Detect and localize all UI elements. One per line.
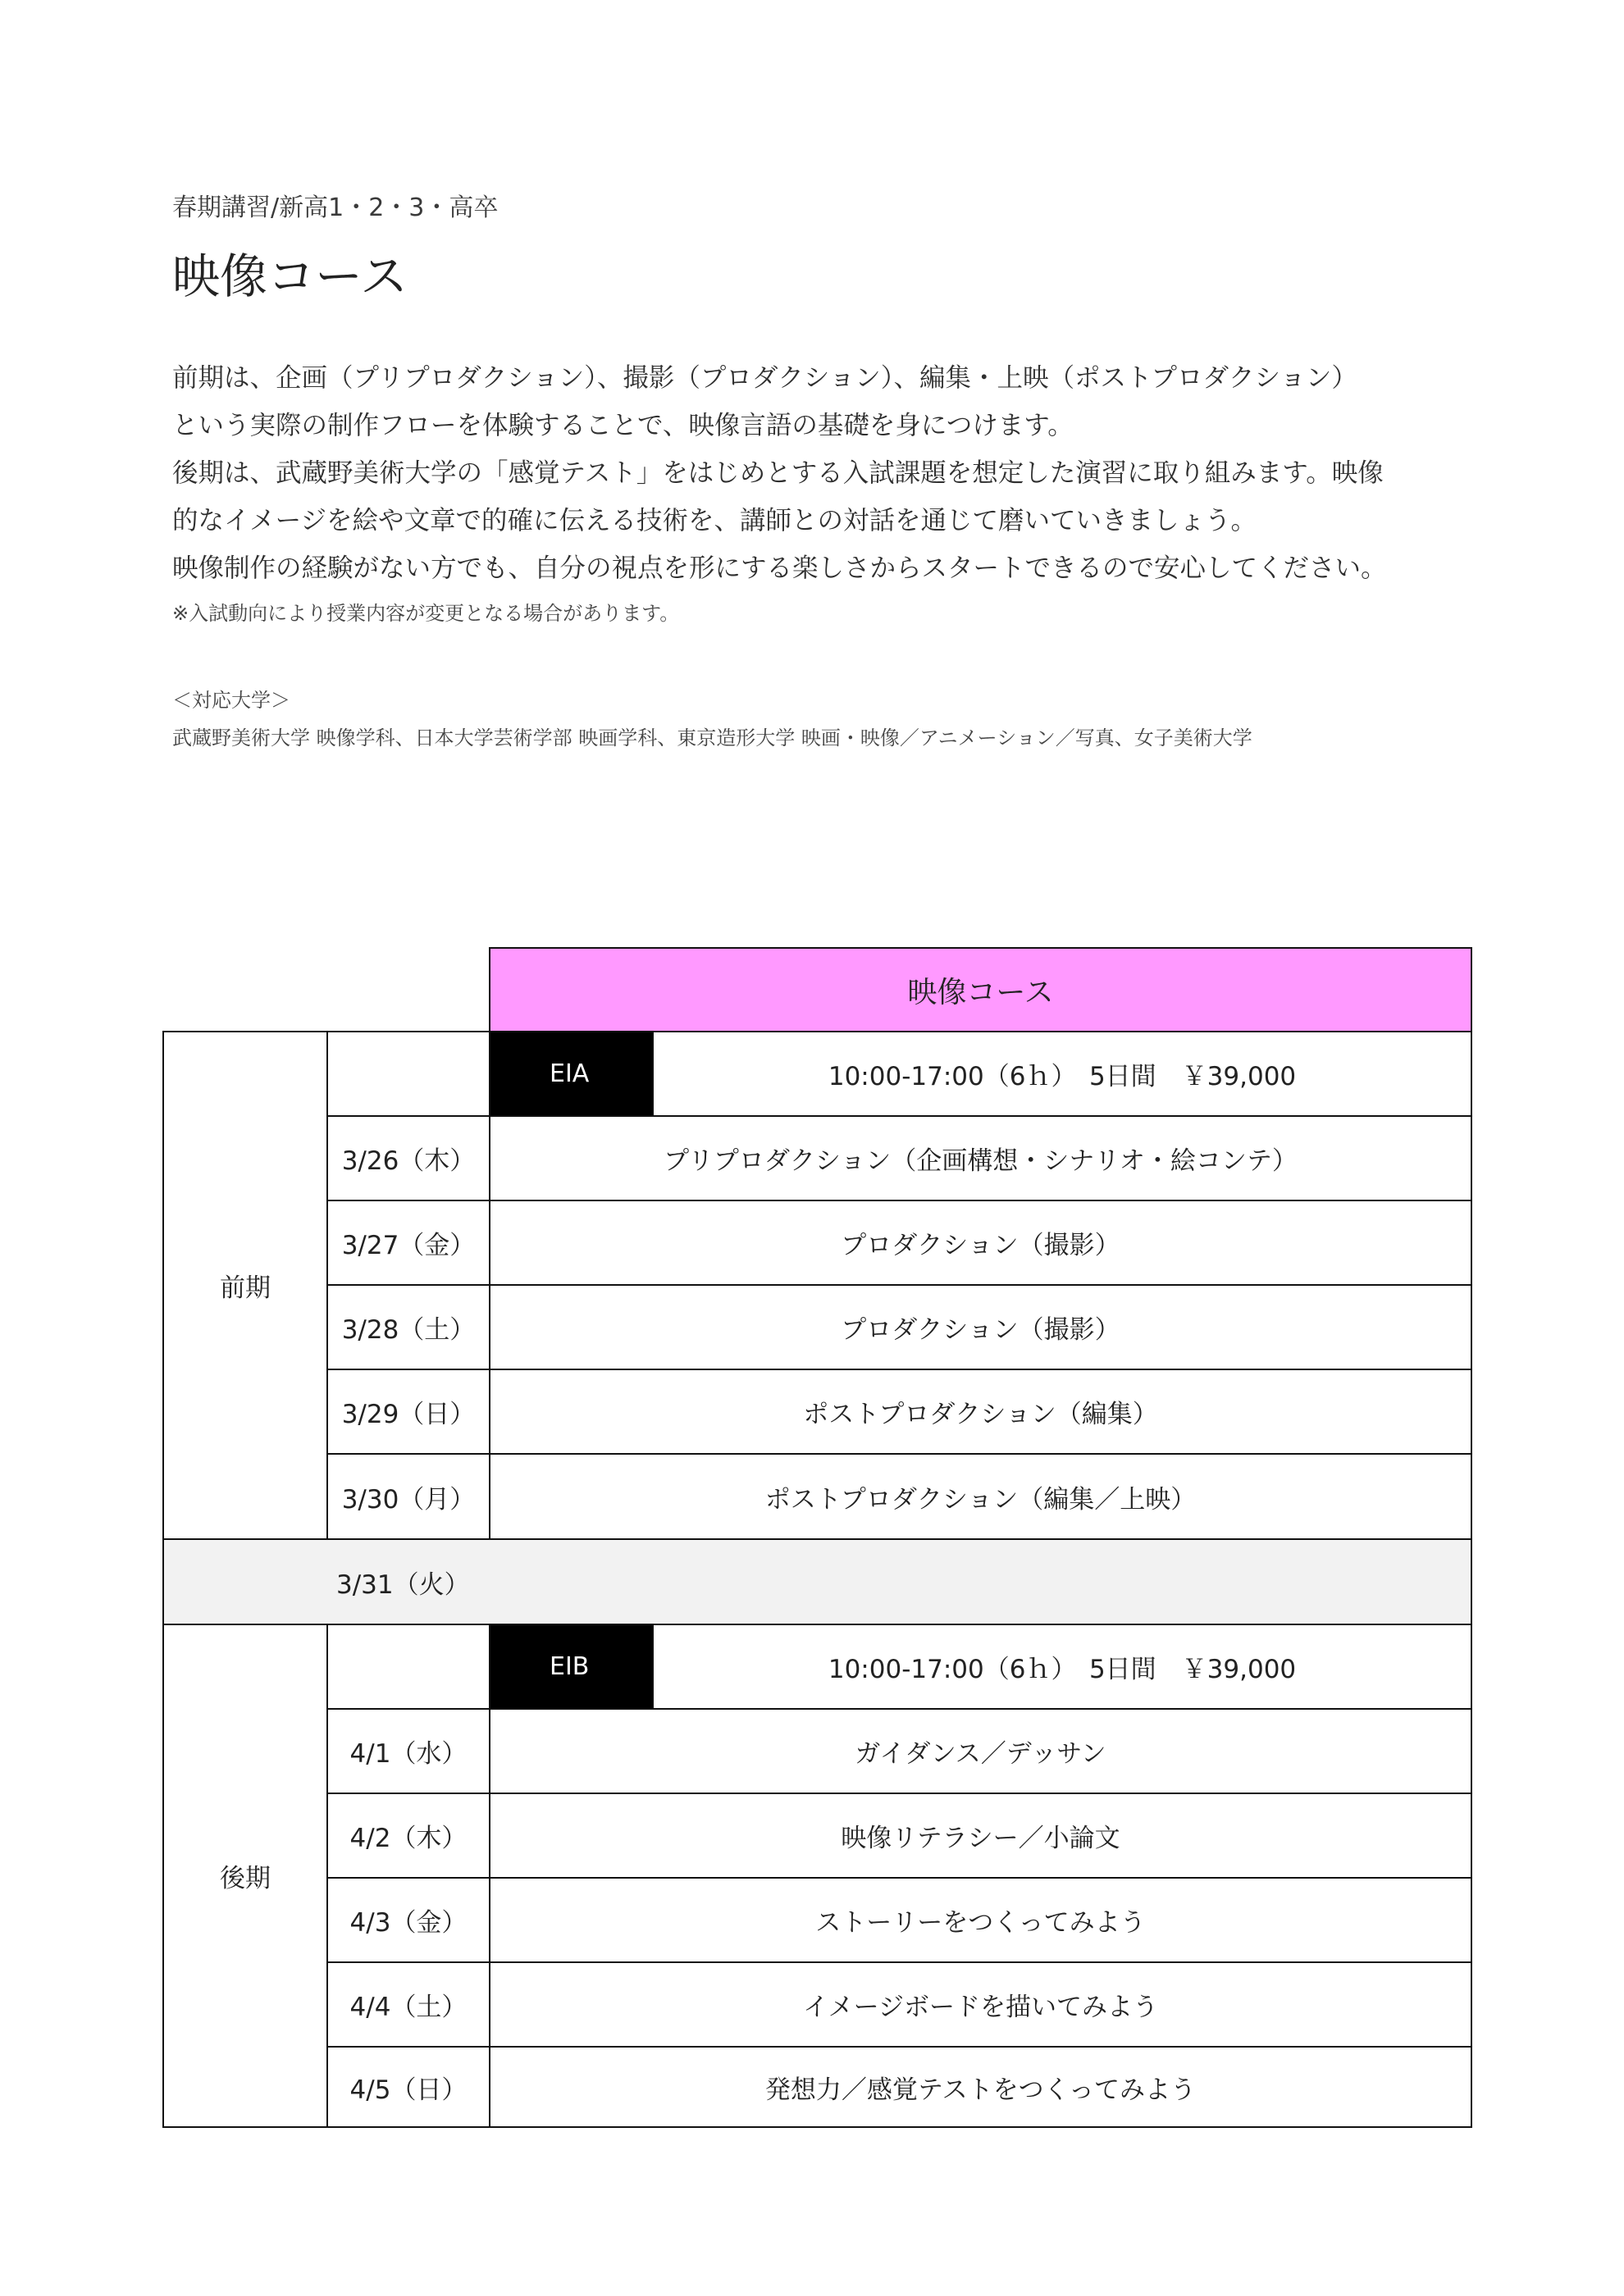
disclaimer-note: ※入試動向により授業内容が変更となる場合があります。: [172, 602, 680, 625]
page-title: 映像コース: [172, 248, 408, 304]
schedule-content: ストーリーをつくってみよう: [489, 1877, 1472, 1963]
schedule-date: 4/2（木）: [326, 1793, 490, 1879]
schedule-content: ポストプロダクション（編集／上映）: [489, 1453, 1472, 1540]
class-code-first: EIA: [489, 1031, 654, 1117]
term-label-first: 前期: [162, 1031, 328, 1540]
description-line: 的なイメージを絵や文章で的確に伝える技術を、講師との対話を通じて磨いていきましょう。: [172, 506, 1257, 535]
schedule-content: プロダクション（撮影）: [489, 1284, 1472, 1370]
schedule-content: 映像リテラシー／小論文: [489, 1793, 1472, 1879]
schedule-content: ポストプロダクション（編集）: [489, 1369, 1472, 1455]
course-header: 映像コース: [489, 947, 1472, 1032]
description-line: 前期は、企画（プリプロダクション）、撮影（プロダクション）、編集・上映（ポストプロダクション）: [172, 363, 1357, 393]
schedule-content: ガイダンス／デッサン: [489, 1708, 1472, 1794]
schedule-content: プロダクション（撮影）: [489, 1200, 1472, 1286]
universities-list: 武蔵野美術大学 映像学科、日本大学芸術学部 映画学科、東京造形大学 映画・映像／アニメーション／写真、女子美術大学: [172, 727, 1252, 749]
schedule-content: プリプロダクション（企画構想・シナリオ・絵コンテ）: [489, 1115, 1472, 1201]
schedule-date: 4/1（水）: [326, 1708, 490, 1794]
course-description: [172, 354, 1485, 592]
description-line: という実際の制作フローを体験することで、映像言語の基礎を身につけます。: [172, 411, 1074, 440]
universities-label: ＜対応大学＞: [172, 689, 290, 712]
schedule-date: 3/27（金）: [326, 1200, 490, 1286]
empty-cell: [326, 1031, 490, 1117]
schedule-table: [162, 947, 1472, 2128]
term-label-second: 後期: [162, 1624, 328, 2128]
empty-cell: [326, 1624, 490, 1710]
schedule-date: 3/26（木）: [326, 1115, 490, 1201]
class-code-second: EIB: [489, 1624, 654, 1710]
description-line: 映像制作の経験がない方でも、自分の視点を形にする楽しさからスタートできるので安心してください。: [172, 554, 1387, 583]
description-line: 後期は、武蔵野美術大学の「感覚テスト」をはじめとする入試課題を想定した演習に取り組みます。映像: [172, 458, 1384, 488]
break-day-row: 3/31（火）: [162, 1538, 1472, 1625]
schedule-content: 発想力／感覚テストをつくってみよう: [489, 2046, 1472, 2128]
schedule-date: 4/4（土）: [326, 1961, 490, 2048]
class-info-second: 10:00-17:00（6ｈ） 5日間 ￥39,000: [652, 1624, 1472, 1710]
schedule-date: 3/28（土）: [326, 1284, 490, 1370]
schedule-content: イメージボードを描いてみよう: [489, 1961, 1472, 2048]
class-info-first: 10:00-17:00（6ｈ） 5日間 ￥39,000: [652, 1031, 1472, 1117]
course-category: 春期講習/新高1・2・3・高卒: [172, 194, 499, 222]
schedule-date: 4/5（日）: [326, 2046, 490, 2128]
schedule-date: 3/29（日）: [326, 1369, 490, 1455]
schedule-date: 4/3（金）: [326, 1877, 490, 1963]
schedule-date: 3/30（月）: [326, 1453, 490, 1540]
